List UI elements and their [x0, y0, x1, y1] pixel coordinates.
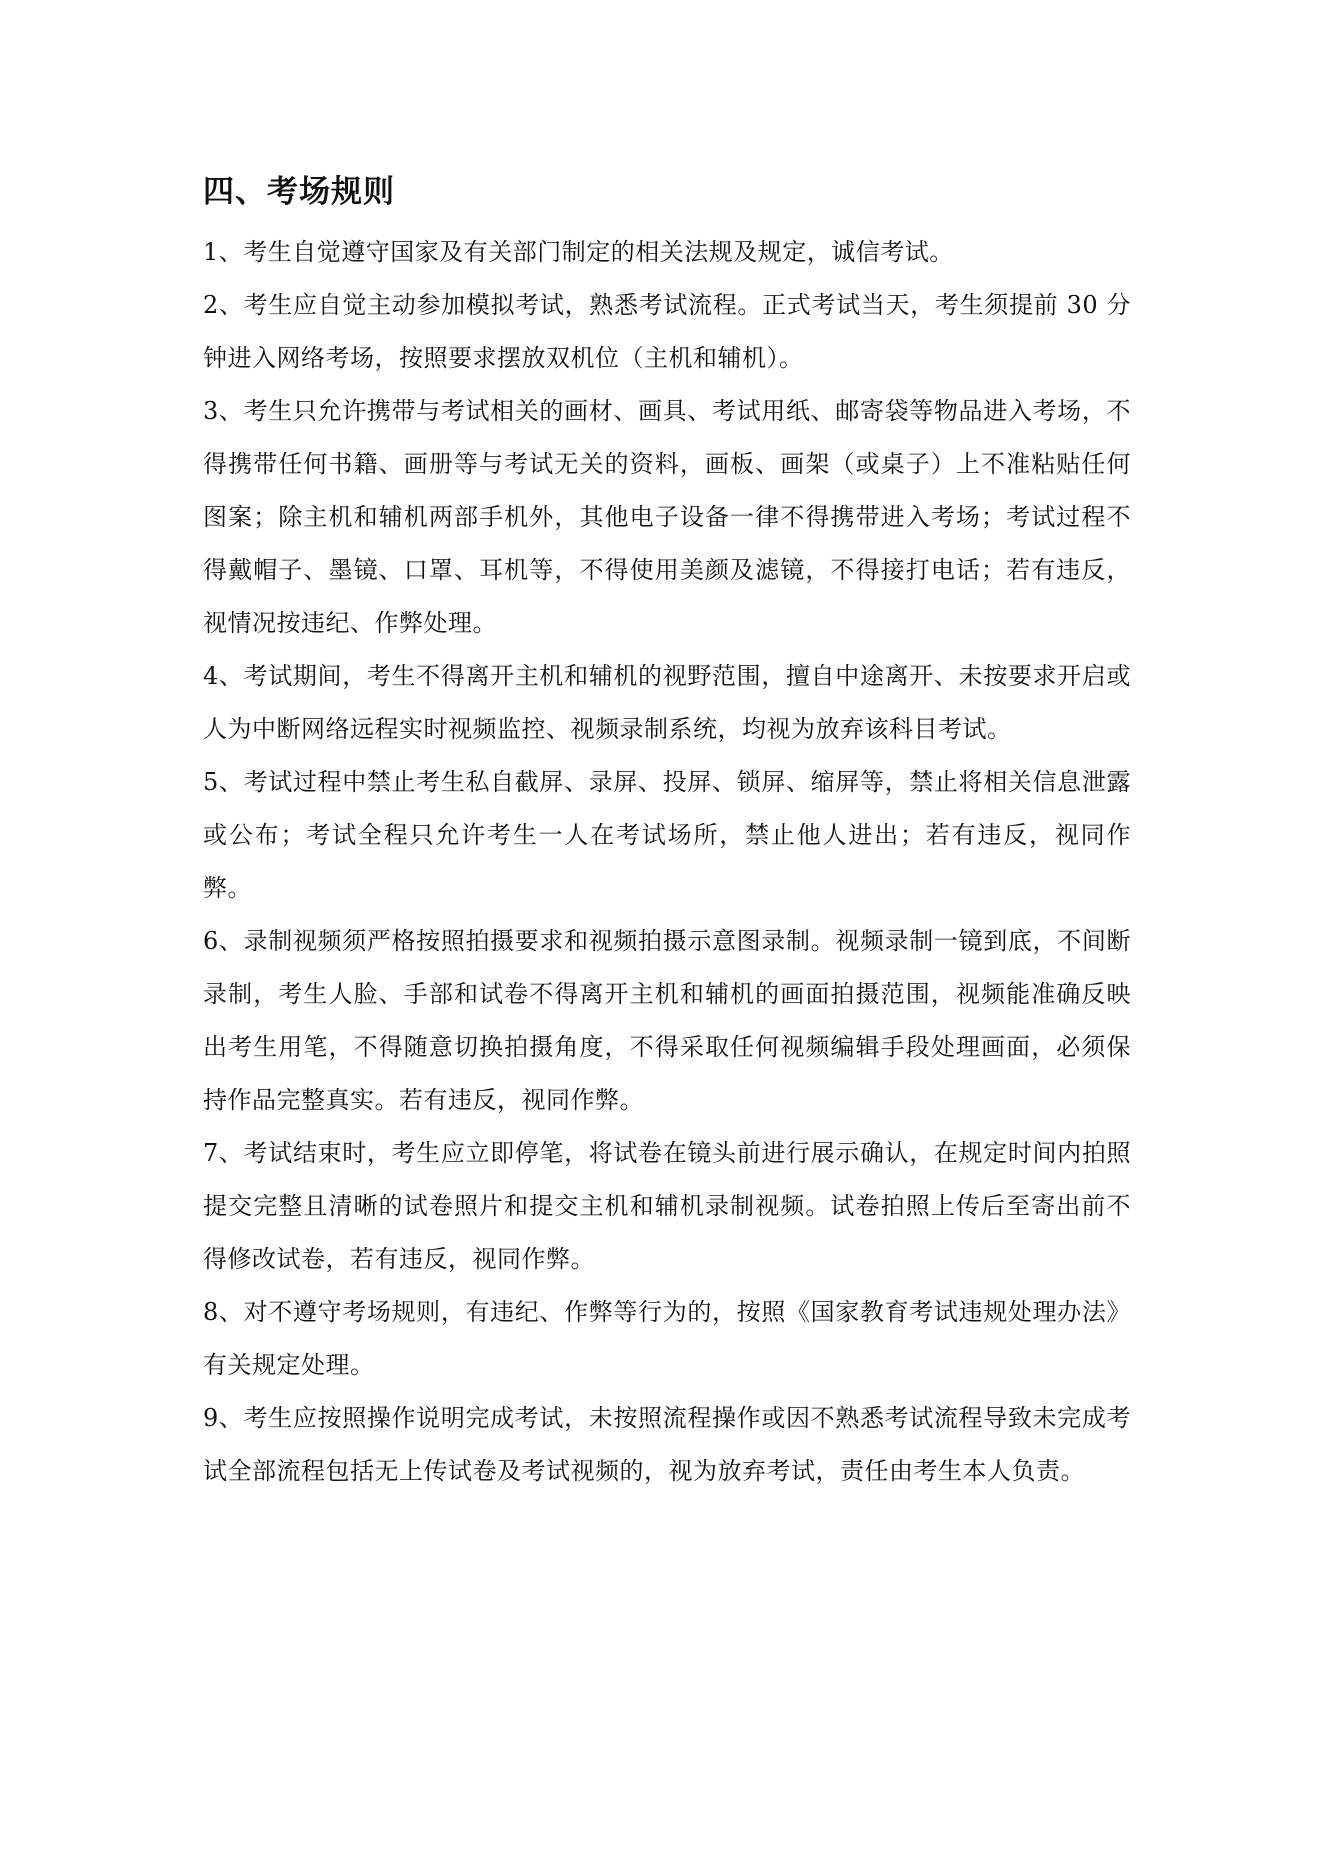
rule-item-4: 4、考试期间，考生不得离开主机和辅机的视野范围，擅自中途离开、未按要求开启或人为中断网络远程实时视频监控、视频录制系统，均视为放弃该科目考试。 — [203, 662, 1131, 743]
section-title: 四、考场规则 — [203, 174, 395, 210]
rule-item-5: 5、考试过程中禁止考生私自截屏、录屏、投屏、锁屏、缩屏等，禁止将相关信息泄露或公布；考试全程只允许考生一人在考试场所，禁止他人进出；若有违反，视同作弊。 — [203, 768, 1131, 902]
rule-item-1: 1、考生自觉遵守国家及有关部门制定的相关法规及规定，诚信考试。 — [203, 238, 954, 266]
rule-item-7: 7、考试结束时，考生应立即停笔，将试卷在镜头前进行展示确认，在规定时间内拍照提交完整且清晰的试卷照片和提交主机和辅机录制视频。试卷拍照上传后至寄出前不得修改试卷，若有违反，视同作弊。 — [203, 1139, 1131, 1273]
document-content — [203, 170, 1131, 1498]
rule-item-3: 3、考生只允许携带与考试相关的画材、画具、考试用纸、邮寄袋等物品进入考场，不得携带任何书籍、画册等与考试无关的资料，画板、画架（或桌子）上不准粘贴任何图案；除主机和辅机两部手机外，其他电子设备一律不得携带进入考场；考试过程不得戴帽子、墨镜、口罩、耳机等，不得使用美颜及滤镜，不得接打电话；若有违反，视情况按违纪、作弊处理。 — [203, 397, 1131, 637]
rule-item-8: 8、对不遵守考场规则，有违纪、作弊等行为的，按照《国家教育考试违规处理办法》有关规定处理。 — [203, 1298, 1131, 1379]
rules-list — [203, 226, 1131, 1498]
rule-item-6: 6、录制视频须严格按照拍摄要求和视频拍摄示意图录制。视频录制一镜到底，不间断录制，考生人脸、手部和试卷不得离开主机和辅机的画面拍摄范围，视频能准确反映出考生用笔，不得随意切换拍摄角度，不得采取任何视频编辑手段处理画面，必须保持作品完整真实。若有违反，视同作弊。 — [203, 927, 1131, 1114]
rule-item-2: 2、考生应自觉主动参加模拟考试，熟悉考试流程。正式考试当天，考生须提前 30 分钟进入网络考场，按照要求摆放双机位（主机和辅机）。 — [203, 291, 1131, 372]
rule-item-9: 9、考生应按照操作说明完成考试，未按照流程操作或因不熟悉考试流程导致未完成考试全部流程包括无上传试卷及考试视频的，视为放弃考试，责任由考生本人负责。 — [203, 1404, 1131, 1485]
